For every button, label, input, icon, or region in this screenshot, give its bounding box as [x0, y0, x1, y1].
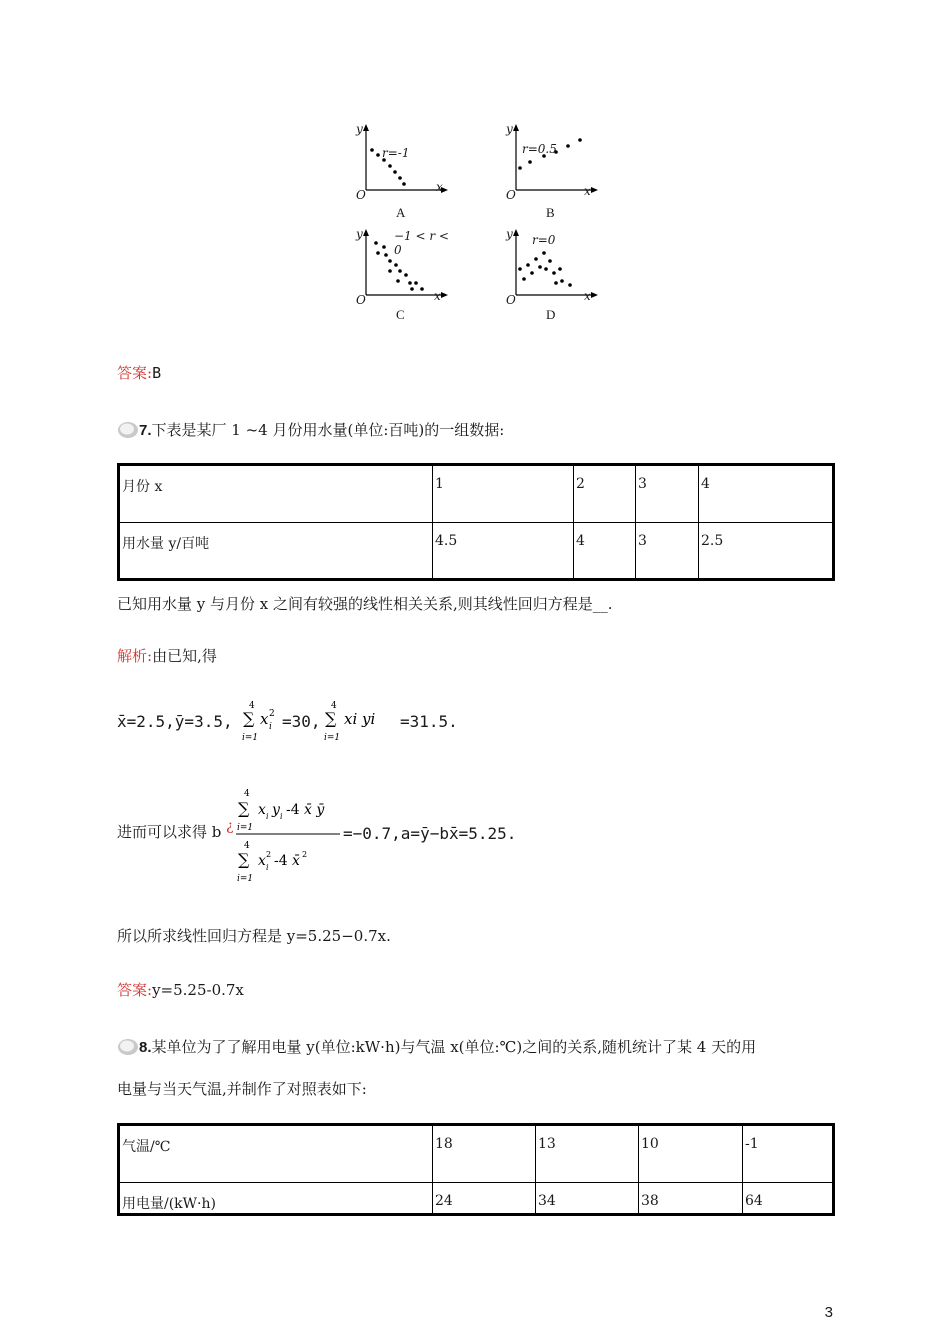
- row-header: 月份 x: [119, 465, 433, 523]
- svg-text:2: 2: [302, 850, 308, 859]
- b-fraction-formula: [224, 786, 342, 884]
- r-label: r=0: [532, 233, 556, 247]
- caption-b: B: [546, 205, 555, 220]
- svg-text:∑: ∑: [238, 799, 250, 818]
- q6-answer: [117, 362, 161, 383]
- question-number: 8.: [139, 1039, 152, 1056]
- svg-text:4: 4: [331, 701, 337, 711]
- sum2-value: =31.5.: [400, 712, 458, 731]
- svg-text:∑: ∑: [325, 709, 337, 728]
- x-axis-label: x: [584, 289, 591, 303]
- answer-value: B: [152, 364, 162, 382]
- table-row: [119, 522, 834, 580]
- y-axis-label: y: [356, 227, 363, 241]
- question-bullet-icon: [117, 421, 139, 439]
- question-number: 7.: [139, 422, 152, 439]
- svg-text:xi yi: xi yi: [344, 710, 376, 728]
- svg-text:i: i: [266, 863, 269, 872]
- svg-text:x̄ ȳ: x̄ ȳ: [304, 802, 325, 818]
- question-text: 下表是某厂 1 ~4 月份用水量(单位:百吨)的一组数据:: [151, 421, 505, 439]
- b-intro: 进而可以求得 b: [117, 823, 222, 841]
- origin-label: O: [506, 188, 516, 202]
- row-header: 气温/℃: [119, 1125, 433, 1183]
- table-cell: 1: [433, 465, 574, 523]
- svg-text:2: 2: [266, 850, 272, 859]
- table-cell: 24: [433, 1183, 536, 1215]
- analysis-intro: 由已知,得: [152, 647, 217, 665]
- y-axis-label: y: [506, 227, 513, 241]
- table-cell: 4.5: [433, 522, 574, 580]
- svg-text:y: y: [272, 802, 280, 818]
- table-row: [119, 1183, 834, 1215]
- origin-label: O: [356, 293, 366, 307]
- sum1-value: =30,: [282, 712, 321, 731]
- row-header: 用水量 y/百吨: [119, 522, 433, 580]
- x-axis-label: x: [436, 180, 443, 194]
- table-cell: 38: [639, 1183, 743, 1215]
- sum-xi-yi-formula: [322, 698, 402, 744]
- scatter-panel-d: [500, 225, 600, 305]
- table-cell: 2: [574, 465, 636, 523]
- table-cell: 4: [699, 465, 834, 523]
- table-cell: 4: [574, 522, 636, 580]
- question-text: 某单位为了了解用电量 y(单位:kW·h)与气温 x(单位:℃)之间的关系,随机统计了某 4 天的用: [151, 1038, 757, 1056]
- q8-table: [117, 1123, 835, 1216]
- caption-d: D: [546, 307, 556, 322]
- table-cell: 3: [636, 465, 699, 523]
- question-bullet-icon: [117, 1038, 139, 1056]
- svg-text:i=1: i=1: [324, 733, 341, 743]
- table-cell: 34: [536, 1183, 639, 1215]
- q8-stem-line2: 电量与当天气温,并制作了对照表如下:: [117, 1080, 367, 1098]
- caption-a: A: [396, 205, 406, 220]
- scatter-panel-b: [500, 120, 600, 200]
- table-cell: 64: [743, 1183, 834, 1215]
- y-axis-label: y: [506, 122, 513, 136]
- row-header: 用电量/(kW·h): [119, 1183, 433, 1215]
- table-row: [119, 1125, 834, 1183]
- table-cell: 18: [433, 1125, 536, 1183]
- origin-label: O: [356, 188, 366, 202]
- table-cell: -1: [743, 1125, 834, 1183]
- q7-table: [117, 463, 835, 581]
- svg-text:i=1: i=1: [242, 733, 259, 743]
- svg-text:4: 4: [249, 701, 255, 711]
- svg-text:i: i: [266, 812, 269, 821]
- table-cell: 10: [639, 1125, 743, 1183]
- svg-text:i=1: i=1: [237, 874, 254, 884]
- svg-text:∑: ∑: [243, 709, 255, 728]
- r-label: r=-1: [382, 146, 410, 160]
- x-axis-label: x: [584, 184, 591, 198]
- svg-text:4: 4: [244, 789, 250, 799]
- means-line: [117, 712, 233, 731]
- r-label: r=0.5: [522, 142, 557, 156]
- page-number: 3: [824, 1304, 833, 1321]
- svg-text:x: x: [258, 853, 266, 869]
- q7-conclusion: 所以所求线性回归方程是 y=5.25−0.7x.: [117, 927, 391, 945]
- svg-text:-4: -4: [286, 802, 300, 818]
- x-axis-label: x: [434, 289, 441, 303]
- q7-stem: [117, 419, 504, 440]
- table-cell: 3: [636, 522, 699, 580]
- caption-c: C: [396, 307, 405, 322]
- q7-analysis: [117, 645, 217, 666]
- svg-text:i: i: [280, 812, 283, 821]
- svg-text:-4: -4: [274, 853, 288, 869]
- svg-text:i: i: [269, 722, 272, 732]
- q8-stem: [117, 1036, 756, 1057]
- table-row: [119, 465, 834, 523]
- q7-answer: [117, 979, 244, 1000]
- scatter-panel-a: [350, 120, 450, 200]
- b-result: =−0.7,a=ȳ−bx̄=5.25.: [343, 824, 517, 843]
- q7-question: 已知用水量 y 与月份 x 之间有较强的线性相关关系,则其线性回归方程是__.: [117, 595, 613, 613]
- table-cell: 13: [536, 1125, 639, 1183]
- svg-text:x̄: x̄: [292, 853, 300, 869]
- svg-text:¿: ¿: [226, 818, 234, 834]
- svg-text:i=1: i=1: [237, 823, 254, 833]
- svg-text:x: x: [260, 710, 269, 728]
- origin-label: O: [506, 293, 516, 307]
- scatter-panel-c: [350, 225, 450, 305]
- answer-label: 答案:: [117, 981, 153, 999]
- table-cell: 2.5: [699, 522, 834, 580]
- svg-text:2: 2: [269, 709, 275, 719]
- answer-value: y=5.25-0.7x: [152, 981, 244, 999]
- svg-text:∑: ∑: [238, 850, 250, 869]
- svg-text:4: 4: [244, 841, 250, 851]
- answer-label: 答案:: [117, 364, 153, 382]
- svg-text:x: x: [258, 802, 266, 818]
- r-label: −1 < r < 0: [394, 229, 449, 257]
- y-axis-label: y: [356, 122, 363, 136]
- means-text: x̄=2.5,ȳ=3.5,: [117, 712, 233, 731]
- analysis-label: 解析:: [117, 647, 153, 665]
